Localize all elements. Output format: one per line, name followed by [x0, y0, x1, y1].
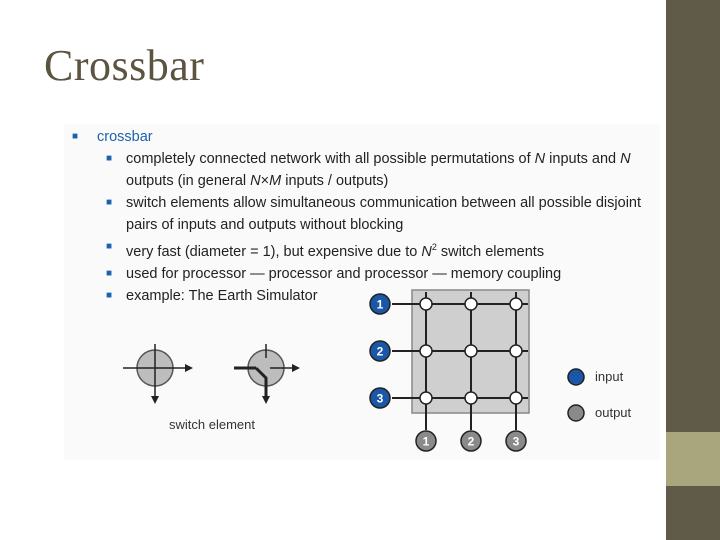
bullet-text-fragment: example: The Earth Simulator: [126, 287, 318, 304]
crossbar-switch-node: [510, 298, 522, 310]
bullet-text-fragment: N: [250, 173, 261, 189]
legend-output-marker: [568, 405, 584, 421]
crossbar-output-ports: [416, 431, 526, 451]
output-port-label: 2: [467, 434, 475, 449]
arrow-down-icon: [262, 396, 270, 404]
bullet-text-fragment: outputs (in general: [126, 173, 251, 189]
bullet-text-fragment: used for processor — processor and processor — memory coupling: [126, 265, 562, 282]
legend: [568, 369, 632, 421]
switch-element-turning: [234, 344, 300, 404]
square-bullet-icon: ■: [72, 131, 79, 142]
bullet-text-fragment: completely connected network with all possible permutations of: [126, 151, 535, 167]
crossbar-input-ports: [370, 294, 390, 408]
crossbar-switch-node: [420, 392, 432, 404]
legend-input-marker: [568, 369, 584, 385]
crossbar-switch-node: [510, 392, 522, 404]
input-port-label: 1: [376, 297, 384, 312]
crossbar-switch-node: [465, 345, 477, 357]
crossbar-switch-node: [510, 345, 522, 357]
switch-element-straight: [123, 344, 193, 404]
crossbar-switch-node: [420, 345, 432, 357]
bullet-label: crossbar: [97, 129, 153, 145]
arrow-right-icon: [185, 364, 193, 372]
arrow-right-icon: [292, 364, 300, 372]
output-port-label: 1: [422, 434, 430, 449]
input-port-label: 2: [376, 344, 384, 359]
bullet-text-fragment: 2: [431, 242, 437, 252]
bullet-text-fragment: N: [620, 151, 631, 167]
bullet-text-fragment: N: [534, 151, 546, 167]
legend-output-label: output: [595, 405, 632, 420]
legend-input-label: input: [595, 369, 624, 384]
square-bullet-icon: ■: [106, 153, 113, 164]
bullet-text-fragment: inputs / outputs): [281, 173, 389, 189]
switch-element-caption: switch element: [169, 417, 255, 432]
bullet-text-fragment: inputs and: [545, 151, 621, 167]
square-bullet-icon: ■: [106, 267, 113, 279]
arrow-down-icon: [151, 396, 159, 404]
square-bullet-icon: ■: [106, 289, 113, 301]
square-bullet-icon: ■: [106, 241, 113, 252]
crossbar-switch-node: [420, 298, 432, 310]
bullet-text-fragment: ×: [260, 173, 270, 189]
crossbar-switch-node: [465, 392, 477, 404]
slide-title: Crossbar: [44, 41, 205, 90]
bullet-text-fragment: switch elements: [436, 243, 545, 260]
square-bullet-icon: ■: [106, 197, 113, 208]
bullet-text-fragment: switch elements allow simultaneous communication between all possible disjoint pairs of inputs and outputs without blocking: [126, 195, 642, 233]
output-port-label: 3: [512, 434, 520, 449]
input-port-label: 3: [376, 391, 384, 406]
bullet-text-fragment: N: [421, 243, 432, 260]
bullet-text-fragment: M: [269, 173, 282, 189]
bullet-text-fragment: very fast (diameter = 1), but expensive due to: [126, 243, 422, 260]
crossbar-switch-node: [465, 298, 477, 310]
